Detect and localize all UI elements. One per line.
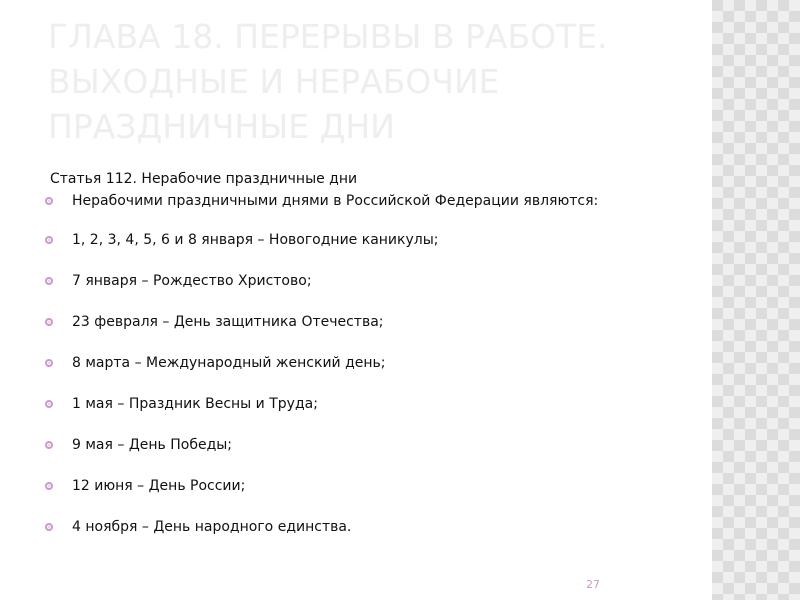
page-number: 27 [586,578,600,591]
circle-bullet-icon [45,482,53,490]
slide-title: ГЛАВА 18. ПЕРЕРЫВЫ В РАБОТЕ. ВЫХОДНЫЕ И НЕРАБОЧИЕ ПРАЗДНИЧНЫЕ ДНИ [48,17,608,146]
circle-bullet-icon [45,441,53,449]
list-item [45,192,598,210]
article-heading: Статья 112. Нерабочие праздничные дни [50,171,358,187]
list-item-text: 7 января – Рождество Христово; [72,273,312,289]
circle-bullet-icon [45,523,53,531]
list-item-text: 9 мая – День Победы; [72,437,233,453]
list-item [45,518,598,536]
circle-bullet-icon [45,359,53,367]
list-item-text: 1 мая – Праздник Весны и Труда; [72,396,318,412]
circle-bullet-icon [45,318,53,326]
list-item [45,313,598,331]
list-item-text: 23 февраля – День защитника Отечества; [72,314,384,330]
list-item [45,354,598,372]
circle-bullet-icon [45,236,53,244]
list-item [45,231,598,249]
list-item-text: 4 ноября – День народного единства. [72,519,352,535]
list-item-text: 8 марта – Международный женский день; [72,355,386,371]
list-item [45,436,598,454]
circle-bullet-icon [45,197,53,205]
holiday-list [45,192,598,559]
list-item-text: Нерабочими праздничными днями в Российской Федерации являются: [72,193,599,209]
list-item [45,272,598,290]
circle-bullet-icon [45,400,53,408]
list-item-text: 1, 2, 3, 4, 5, 6 и 8 января – Новогодние каникулы; [72,232,439,248]
circle-bullet-icon [45,277,53,285]
list-item [45,477,598,495]
decorative-side-band [712,0,800,600]
list-item [45,395,598,413]
list-item-text: 12 июня – День России; [72,478,246,494]
